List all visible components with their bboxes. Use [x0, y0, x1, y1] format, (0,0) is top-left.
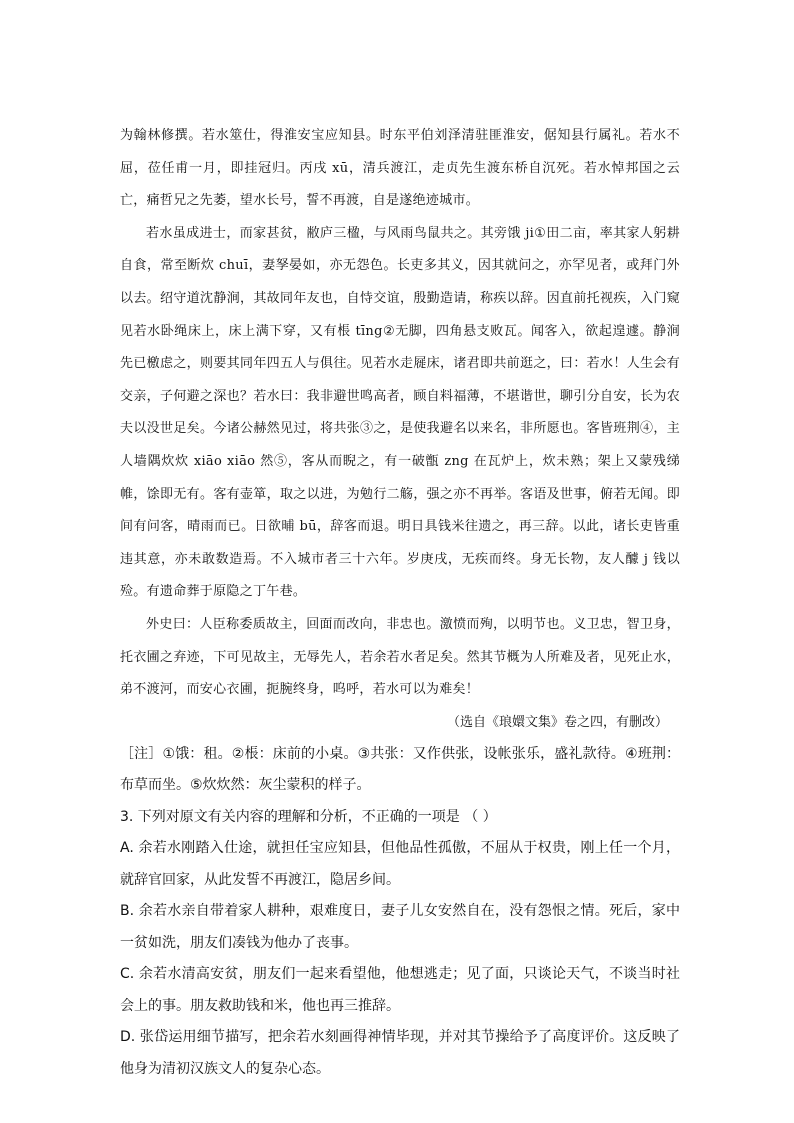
passage-paragraph-1: 为翰林修撰。若水筮仕，得淮安宝应知县。时东平伯刘泽清驻匪淮安，倨知县行属礼。若水不屈，莅任甫一月，即挂冠归。丙戌 xū，清兵渡江，走贞先生渡东桥自沉死。若水悼邦国之云亡，痛哲兄之先萎，望水长号，誓不再渡，自是遂绝迹城市。: [120, 128, 680, 209]
option-a: A. 余若水刚踏入仕途，就担任宝应知县，但他品性孤傲，不屈从于权贵，刚上任一个月，就辞官回家，从此发誓不再渡江，隐居乡间。: [120, 840, 680, 888]
passage-paragraph-3: 外史曰：人臣称委质故主，回面而改向，非忠也。激愤而殉，以明节也。义卫忠，智卫身，托衣圃之弃迹，下可见故主，无辱先人，若余若水者足矣。然其节概为人所难及者，见死止水，弟不渡河，而安心衣圃，扼腕终身，呜呼，若水可以为难矣！: [120, 616, 680, 698]
passage-paragraph-2: 若水虽成进士，而家甚贫，敝庐三楹，与风雨鸟鼠共之。其旁饿 ji①田二亩，率其家人躬耕自食，常至断炊 chuī，妻孥晏如，亦无怨色。长吏多其义，因其就问之，亦罕见者，或拜门外以去。绍守道沈静涧，其故同年友也，自恃交谊，殷勤造请，称疾以辞。因直前托视疾，入门窥见若水卧绳床上，床上满下穿，又有棖 tīng②无脚，四角悬支败瓦。闻客入，欲起遑遽。静涧先已檄虑之，则要其同年四五人与俱往。见若水走屣床，诸君即共前逛之，曰：若水！人生会有交亲，子何避之深也？若水曰：我非避世鸣高者，顾自料福薄，不堪谐世，聊引分自安，长为农夫以没世足矣。今诸公赫然见过，将共张③之，是使我避名以来名，非所愿也。客皆班荆④，主人墙隅炊炊 xiāo xiāo 然⑤，客从而睨之，有一破甑 zng 在瓦炉上，炊未熟；架上又蒙残绨帷，馀即无有。客有壶箪，取之以进，为勉行二觞，强之亦不再举。客语及世事，俯若无闻。即间有问客，晴雨而已。日欲晡 bū，辞客而退。明日具钱米往遗之，再三辞。以此，诸长吏皆重违其意，亦未敢数造焉。不入城市者三十六年。岁庚戌，无疾而终。身无长物，友人醵 j 钱以殓。有遗命葬于原隐之丁午巷。: [120, 225, 680, 600]
annotation-notes: ［注］①饿：租。②棖：床前的小桌。③共张：又作供张，设帐张乐，盛礼款待。④班荆：布草而坐。⑤炊炊然：灰尘蒙积的样子。: [120, 745, 680, 794]
source-citation: （选自《琅嬛文集》卷之四，有删改）: [446, 714, 668, 730]
option-d: D. 张岱运用细节描写，把余若水刻画得神情毕现，并对其节操给予了高度评价。这反映了他身为清初汉族文人的复杂心态。: [120, 1029, 680, 1077]
question-stem: 3. 下列对原文有关内容的理解和分析，不正确的一项是 （ ）: [120, 808, 497, 825]
option-b: B. 余若水亲自带着家人耕种，艰难度日，妻子儿女安然自在，没有怨恨之情。死后，家中一贫如洗，朋友们凑钱为他办了丧事。: [120, 903, 680, 951]
document-page: [120, 120, 680, 1085]
option-c: C. 余若水清高安贫，朋友们一起来看望他，他想逃走；见了面，只谈论天气，不谈当时社会上的事。朋友救助钱和米，他也再三推辞。: [120, 966, 680, 1014]
